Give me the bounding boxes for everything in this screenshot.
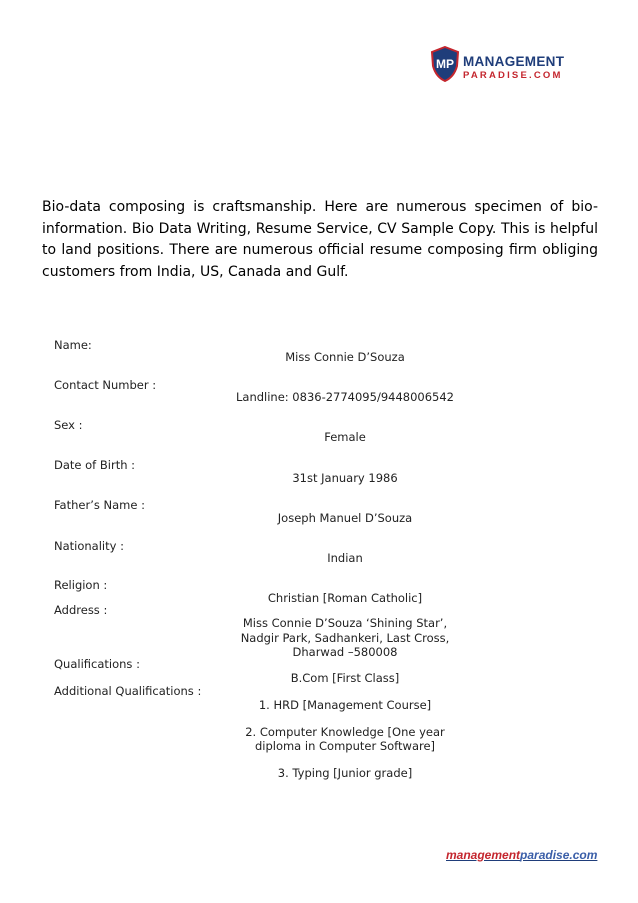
additional-item: diploma in Computer Software] — [254, 739, 436, 753]
footer-website-link[interactable] — [446, 848, 597, 862]
qualifications-value: B.Com [First Class] — [290, 671, 400, 685]
additional-item: 1. HRD [Management Course] — [258, 698, 432, 712]
logo-line2: PARADISE.COM — [463, 69, 563, 81]
dob-label: Date of Birth : — [54, 458, 136, 472]
additional-item: 3. Typing [Junior grade] — [277, 766, 413, 780]
footer-part1: management — [446, 848, 521, 862]
dob-value: 31st January 1986 — [292, 471, 398, 485]
shield-logo-icon — [430, 46, 460, 82]
additional-qualifications-label: Additional Qualifications : — [54, 684, 202, 698]
management-paradise-logo — [430, 46, 600, 90]
address-line: Dharwad –580008 — [292, 645, 398, 659]
contact-value: Landline: 0836-2774095/9448006542 — [235, 390, 454, 404]
father-label: Father’s Name : — [54, 498, 145, 512]
name-label: Name: — [54, 338, 92, 352]
religion-value: Christian [Roman Catholic] — [267, 591, 423, 605]
sex-label: Sex : — [54, 418, 83, 432]
address-line: Miss Connie D’Souza ‘Shining Star’, — [242, 616, 448, 630]
name-value: Miss Connie D’Souza — [285, 350, 405, 364]
address-line: Nadgir Park, Sadhankeri, Last Cross, — [240, 631, 450, 645]
qualifications-label: Qualifications : — [54, 657, 140, 671]
svg-text:MP: MP — [436, 57, 454, 71]
father-value: Joseph Manuel D’Souza — [277, 511, 413, 525]
religion-label: Religion : — [54, 578, 108, 592]
contact-label: Contact Number : — [54, 378, 157, 392]
logo-line1: MANAGEMENT — [463, 54, 565, 69]
additional-item: 2. Computer Knowledge [One year — [245, 725, 445, 739]
nationality-value: Indian — [327, 551, 363, 565]
intro-paragraph: Bio-data composing is craftsmanship. Here are numerous specimen of bio-information. Bio Data Writing, Resume Service, CV Sample Copy. This is helpful to land positions. There are numerous official resume composing firm obliging customers from India, US, Canada and Gulf. — [42, 199, 598, 280]
nationality-label: Nationality : — [54, 539, 124, 553]
sex-value: Female — [324, 430, 366, 444]
footer-part2: paradise.com — [520, 848, 598, 862]
address-label: Address : — [54, 603, 108, 617]
